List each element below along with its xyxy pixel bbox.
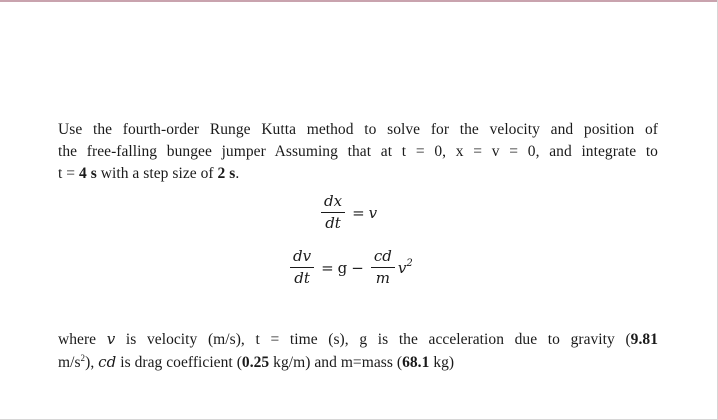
step-size-value: 2 s (217, 165, 236, 182)
final-time: 4 s (79, 165, 97, 182)
velocity-symbol: v (397, 258, 407, 277)
velocity-equation (287, 248, 413, 287)
dt-denominator: dt (294, 269, 310, 287)
gravity-unit: m/s (58, 354, 81, 371)
step-size-text: with a step size of (96, 165, 218, 182)
dv-numerator: dv (293, 247, 312, 265)
cd-description: is drag coefficient ( (116, 354, 242, 371)
problem-statement (58, 119, 658, 185)
gravity-symbol: g (337, 258, 348, 277)
end-period: . (235, 165, 240, 182)
gravity-unit-exponent: 2 (80, 353, 86, 363)
after-gravity: ), (85, 354, 99, 371)
cd-numerator: cd (373, 247, 392, 265)
problem-line-1: Use the fourth-order Runge Kutta method to solve for the velocity and position of (58, 121, 658, 138)
dv-dt-fraction (290, 248, 314, 287)
problem-line-3 (58, 163, 658, 185)
t-label: t (58, 165, 63, 182)
mass-value: 68.1 (402, 354, 430, 371)
mass-unit: kg) (429, 354, 455, 371)
cd-symbol: cd (98, 353, 117, 371)
dx-dt-fraction (321, 193, 345, 232)
equals-sign: = (321, 258, 334, 277)
variable-definitions (58, 328, 658, 374)
where-text: where (58, 331, 107, 348)
gravity-value: 9.81 (630, 331, 658, 348)
cd-unit: kg/m) and m=mass ( (269, 354, 403, 371)
definitions-line-1 (58, 328, 658, 351)
v-description: is velocity (m/s), t = time (s), g is the acceleration due to gravity ( (115, 331, 631, 348)
dt-denominator: dt (325, 214, 341, 232)
t-equals: = (62, 165, 80, 182)
v-symbol: v (106, 330, 116, 348)
dx-numerator: dx (324, 192, 343, 210)
exponent: 2 (406, 257, 413, 269)
top-border (0, 0, 718, 2)
minus-sign: − (351, 258, 364, 277)
cd-value: 0.25 (241, 354, 270, 371)
position-equation (318, 193, 377, 232)
cd-m-fraction (371, 248, 395, 287)
equals-sign: = (352, 203, 365, 222)
velocity-symbol: v (368, 203, 378, 222)
definitions-line-2 (58, 351, 658, 374)
problem-line-2: the free-falling bungee jumper Assuming that at t = 0, x = v = 0, and integrate to (58, 143, 658, 160)
velocity-squared (398, 259, 413, 277)
m-denominator: m (375, 269, 390, 287)
